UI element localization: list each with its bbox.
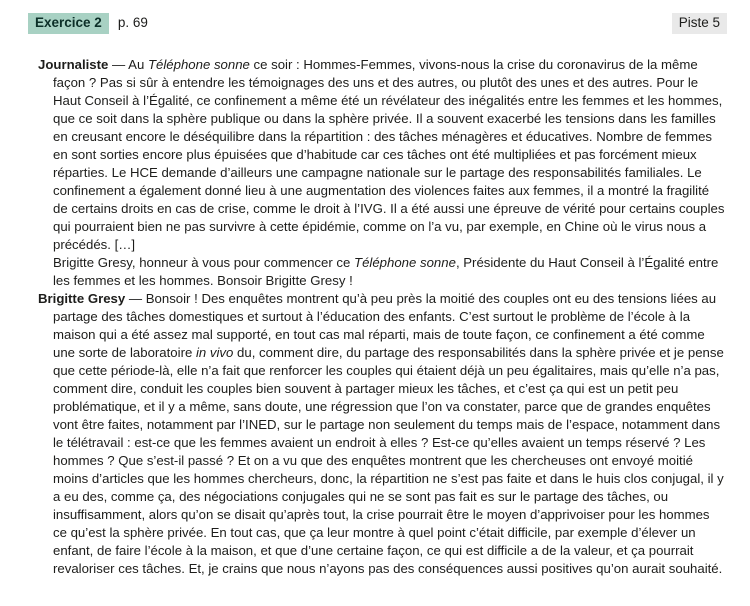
speech-text: — Bonsoir ! Des enquêtes montrent qu’à peu près la moitié des couples ont eu des tensions liées au partage des tâches domestiques et surtout à l’éducation des enfants. C’est surtout le problème de l’école à la maison qui a été assez mal supporté, en tout cas mal réparti, mais de toute façon, ce confinement a été comme une sorte de laboratoire [53,291,717,360]
speech-text: — Au [108,57,148,72]
paragraph-brigitte-gresy [38,290,727,578]
speech-text: Brigitte Gresy, honneur à vous pour commencer ce [53,255,355,270]
header-left-group [28,13,148,34]
paragraph-journaliste [38,56,727,290]
speech-text: du, comment dire, du partage des responsabilités dans la sphère privée et je pense que cette période-là, elle n’a fait que renforcer les couples qui étaient déjà un peu égalitaires, mais qu’elle n’a pas, comment dire, conduit les couples bien souvent à partager mieux les tâches, et c’est ça qui est un petit peu problématique, et il y a même, sans doute, une régression que l’on va constater, parce que de grandes enquêtes vont être faites, notamment par l’INED, sur le partage non seulement du temps mais de l’espace, notamment dans le télétravail : est-ce que les femmes avaient un endroit à elles ? Est-ce qu’elles avaient un temps réservé ? Les hommes ? Que s’est-il passé ? Et on a vu que des enquêtes montrent que les chercheuses ont envoyé moitié moins d’articles que les hommes chercheurs, donc, la répartition ne s’est pas faite et dans le huis clos conjugal, il y a eu des, comme ça, des négociations conjugales qui ne se sont pas fait es sur le partage des tâches, ou insuffisamment, alors qu’on se disait qu’après tout, la crise pourrait être le moyen d’apprivoiser pour les hommes ce qu’est la sphère privée. En tout cas, que ça leur montre à quel point c’était difficile, par exemple d’élever un enfant, de faire l’école à la maison, et que d’une certaine façon, ce qui est difficile a de la valeur, et ça pourrait revaloriser ces tâches. Et, je crains que nous n’ayons pas des conséquences aussi positives qu’on aurait souhaité. [53,345,724,576]
header [28,13,727,34]
speech-text: , Présidente du Haut Conseil à l’Égalité entre les femmes et les hommes. Bonsoir Brigitte Gresy ! [53,255,719,288]
page-reference: p. 69 [117,15,148,30]
show-title-italic: Téléphone sonne [147,57,250,72]
transcript [28,56,727,578]
audio-track-badge: Piste 5 [672,13,727,34]
exercise-badge: Exercice 2 [28,13,109,34]
speech-text: ce soir : Hommes-Femmes, vivons-nous la crise du coronavirus de la même façon ? Pas si sûr à entendre les témoignages des uns et des autres, ou plutôt des unes et des autres. Pour le Haut Conseil à l’Égalité, ce confinement a même été un révélateur des inégalités entre les femmes et les hommes, que ce soit dans la sphère publique ou dans la sphère privée. Il a souvent exacerbé les tensions dans les familles en creusant encore le déséquilibre dans la répartition : des tâches ménagères et éducatives. Nombre de femmes en sont sorties encore plus épuisées que d’habitude car ces tâches ont été multipliées et pas forcément mieux réparties. Le HCE demande d’ailleurs une campagne nationale sur le partage des responsabilités familiales. Le confinement a également donné lieu à une augmentation des violences faites aux femmes, il a montré la fragilité de certains droits en cas de crise, comme le droit à l’IVG. Il a été aussi une épreuve de vérité pour certains couples qui pourraient bien ne pas survivre à cette épidémie, comme on l’a vu, par exemple, en Chine où le virus nous a précédés. […] [53,57,725,252]
show-title-italic: Téléphone sonne [354,255,456,270]
speaker-name-journaliste: Journaliste [38,57,109,72]
latin-phrase-italic: in vivo [195,345,234,360]
speaker-name-brigitte-gresy: Brigitte Gresy [38,291,126,306]
